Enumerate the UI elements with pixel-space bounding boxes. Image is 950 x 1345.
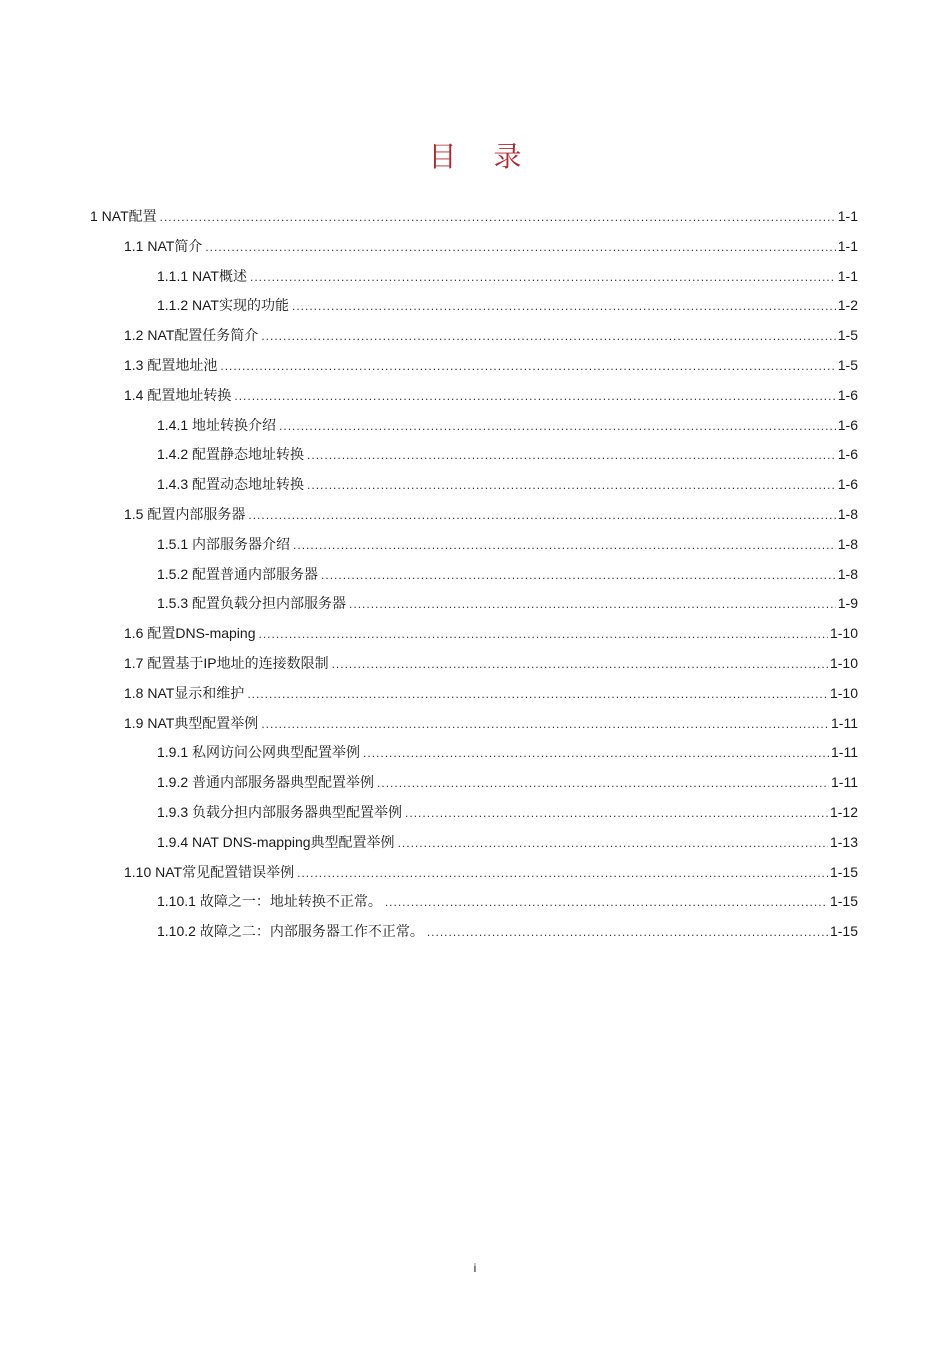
toc-entry-label: 1.4.1 地址转换介绍 (157, 416, 277, 433)
toc-entry[interactable] (90, 500, 858, 530)
toc-entry-page: 1-2 (837, 297, 858, 314)
toc-entry-label: 1.9.2 普通内部服务器典型配置举例 (157, 774, 375, 791)
toc-dot-leader (261, 710, 829, 740)
toc-entry-label: 1.4.3 配置动态地址转换 (157, 476, 305, 493)
toc-dot-leader (427, 918, 828, 948)
toc-dot-leader (377, 769, 829, 799)
toc-dot-leader (205, 233, 835, 263)
toc-entry[interactable] (90, 649, 858, 679)
toc-entry-page: 1-6 (837, 446, 858, 463)
toc-entry-label: 1.4.2 配置静态地址转换 (157, 446, 305, 463)
toc-entry[interactable] (90, 709, 858, 739)
toc-entry-page: 1-1 (837, 267, 858, 284)
toc-dot-leader (279, 412, 836, 442)
toc-entry[interactable] (90, 530, 858, 560)
toc-entry-page: 1-8 (837, 565, 858, 582)
toc-entry-label: 1.1.2 NAT实现的功能 (157, 297, 289, 314)
table-of-contents (90, 202, 858, 947)
toc-entry[interactable] (90, 470, 858, 500)
toc-entry[interactable] (90, 887, 858, 917)
toc-entry-label: 1.8 NAT显示和维护 (124, 684, 245, 701)
toc-title: 目 录 (428, 140, 536, 173)
toc-entry-label: 1.5.2 配置普通内部服务器 (157, 565, 319, 582)
toc-dot-leader (307, 471, 836, 501)
toc-dot-leader (321, 561, 836, 591)
toc-entry-page: 1-5 (837, 327, 858, 344)
toc-entry[interactable] (90, 232, 858, 262)
toc-dot-leader (261, 322, 835, 352)
toc-entry-label: 1.5.3 配置负载分担内部服务器 (157, 595, 347, 612)
toc-entry-page: 1-15 (829, 863, 858, 880)
toc-entry[interactable] (90, 262, 858, 292)
toc-entry[interactable] (90, 560, 858, 590)
toc-entry-page: 1-5 (837, 356, 858, 373)
toc-entry-label: 1 NAT配置 (90, 208, 157, 224)
toc-entry[interactable] (90, 738, 858, 768)
toc-entry-label: 1.5.1 内部服务器介绍 (157, 535, 291, 552)
toc-entry-page: 1-12 (829, 803, 858, 820)
toc-entry-label: 1.3 配置地址池 (124, 356, 218, 373)
toc-entry[interactable] (90, 351, 858, 381)
toc-entry-page: 1-8 (837, 505, 858, 522)
toc-dot-leader (363, 739, 829, 769)
toc-dot-leader (160, 203, 836, 233)
toc-entry-label: 1.2 NAT配置任务简介 (124, 327, 259, 344)
toc-entry-page: 1-15 (829, 893, 858, 910)
toc-dot-leader (398, 829, 828, 859)
toc-entry-label: 1.1.1 NAT概述 (157, 267, 247, 284)
toc-entry-page: 1-1 (837, 208, 858, 224)
toc-entry-label: 1.7 配置基于IP地址的连接数限制 (124, 654, 329, 671)
toc-dot-leader (234, 382, 835, 412)
page-number: i (473, 1261, 477, 1275)
toc-entry-label: 1.10 NAT常见配置错误举例 (124, 863, 295, 880)
toc-entry[interactable] (90, 202, 858, 232)
toc-entry[interactable] (90, 858, 858, 888)
toc-entry-page: 1-6 (837, 386, 858, 403)
toc-entry-page: 1-6 (837, 476, 858, 493)
toc-entry[interactable] (90, 917, 858, 947)
toc-dot-leader (307, 441, 836, 471)
toc-entry-page: 1-10 (829, 654, 858, 671)
toc-dot-leader (293, 531, 836, 561)
toc-entry-page: 1-10 (829, 625, 858, 642)
toc-entry-page: 1-11 (831, 774, 858, 791)
toc-entry[interactable] (90, 828, 858, 858)
toc-entry[interactable] (90, 291, 858, 321)
toc-dot-leader (247, 680, 828, 710)
toc-entry[interactable] (90, 619, 858, 649)
toc-entry-label: 1.10.1 故障之一：地址转换不正常。 (157, 893, 382, 910)
toc-entry-page: 1-15 (829, 923, 858, 940)
toc-entry-label: 1.9.1 私网访问公网典型配置举例 (157, 744, 361, 761)
toc-dot-leader (220, 352, 835, 382)
toc-entry-page: 1-9 (837, 595, 858, 612)
toc-entry[interactable] (90, 321, 858, 351)
toc-entry-page: 1-8 (837, 535, 858, 552)
toc-entry-label: 1.6 配置DNS-maping (124, 625, 256, 642)
toc-entry-label: 1.5 配置内部服务器 (124, 505, 246, 522)
toc-entry[interactable] (90, 768, 858, 798)
toc-dot-leader (259, 620, 828, 650)
toc-dot-leader (332, 650, 828, 680)
toc-entry-page: 1-11 (831, 714, 858, 731)
toc-dot-leader (248, 501, 835, 531)
toc-dot-leader (349, 590, 836, 620)
toc-entry[interactable] (90, 411, 858, 441)
toc-entry[interactable] (90, 798, 858, 828)
toc-entry[interactable] (90, 381, 858, 411)
toc-entry-label: 1.1 NAT简介 (124, 237, 203, 254)
toc-dot-leader (385, 888, 828, 918)
toc-entry-label: 1.4 配置地址转换 (124, 386, 232, 403)
toc-entry-label: 1.9 NAT典型配置举例 (124, 714, 259, 731)
toc-entry-page: 1-11 (831, 744, 858, 761)
toc-dot-leader (250, 263, 836, 293)
toc-entry-label: 1.9.3 负载分担内部服务器典型配置举例 (157, 803, 403, 820)
toc-entry[interactable] (90, 679, 858, 709)
toc-entry[interactable] (90, 440, 858, 470)
toc-entry-label: 1.10.2 故障之二：内部服务器工作不正常。 (157, 923, 424, 940)
toc-entry-page: 1-1 (837, 237, 858, 254)
toc-dot-leader (292, 292, 836, 322)
toc-entry[interactable] (90, 589, 858, 619)
toc-dot-leader (297, 859, 828, 889)
toc-entry-page: 1-13 (829, 833, 858, 850)
toc-entry-page: 1-10 (829, 684, 858, 701)
toc-entry-label: 1.9.4 NAT DNS-mapping典型配置举例 (157, 833, 395, 850)
toc-dot-leader (405, 799, 828, 829)
toc-entry-page: 1-6 (837, 416, 858, 433)
